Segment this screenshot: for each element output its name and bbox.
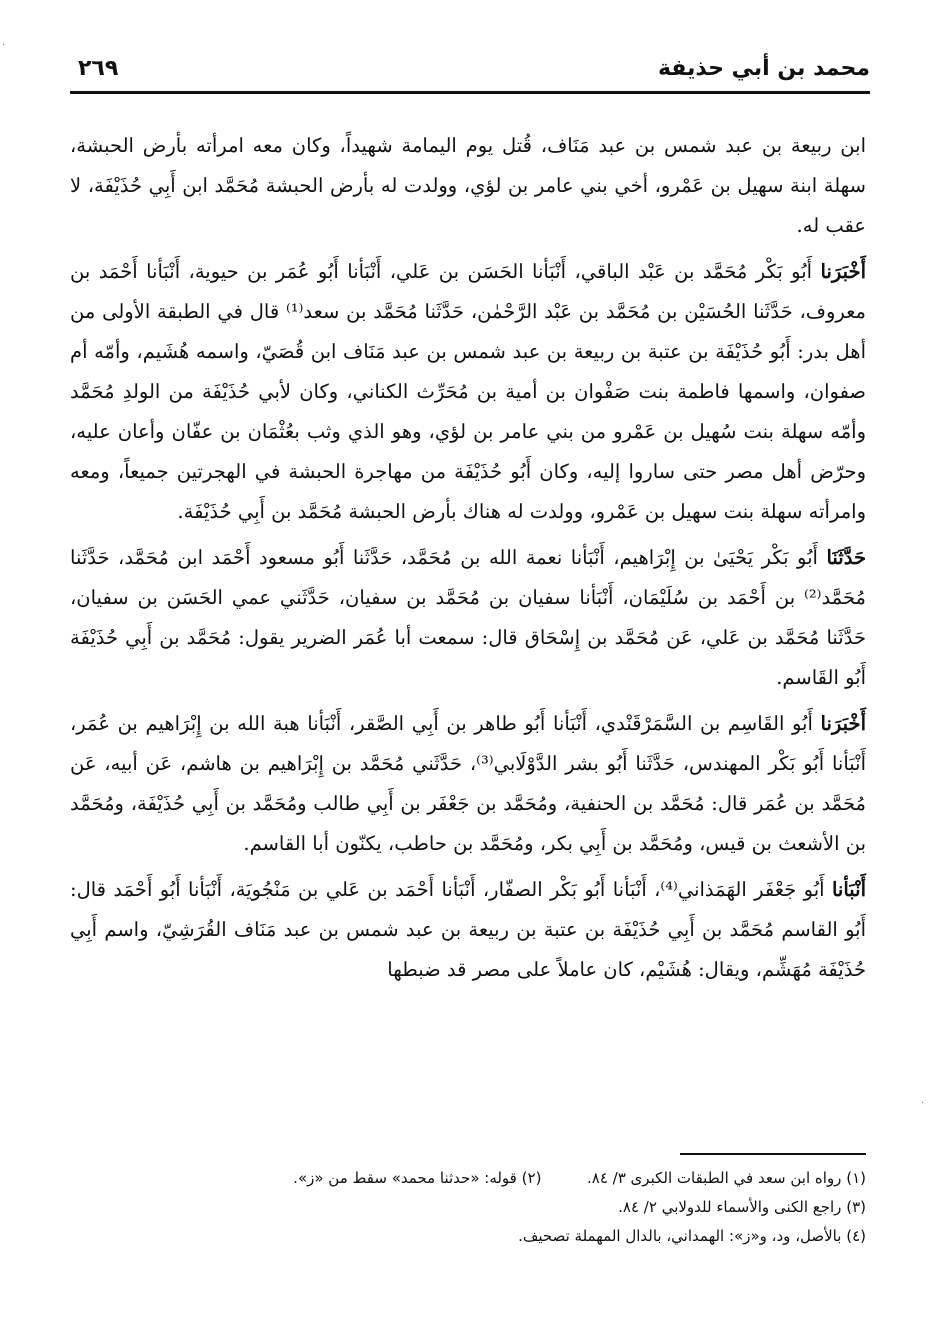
paragraph-lead: حَدَّثَنَا xyxy=(826,546,866,569)
page-number: ٢٦٩ xyxy=(78,56,119,81)
footnote-text: رواه ابن سعد في الطبقات الكبرى ٣/ ٨٤. xyxy=(586,1169,842,1187)
paragraph-text: أَبُو بَكْر يَحْيَىٰ بن إِبْرَاهيم، أَنْبَأنا نعمة الله بن مُحَمَّد، حَدَّثَنا أَبُو مسعود أَحْمَد ابن مُحَمَّد، حَدَّثَنا مُحَمَّد⁽²⁾ بن أَحْمَد بن سُلَيْمَان، أَنْبَأنا سفيان بن مُحَمَّد بن سفيان، حَدَّثَني عمي الحَسَن بن سفيان، حَدَّثَنا مُحَمَّد بن عَلي، عَن مُحَمَّد بن إِسْحَاق قال: سمعت أبا عُمَر الضرير يقول: مُحَمَّد بن أَبِي حُذَيْفَة أَبُو القَاسم. xyxy=(70,546,866,689)
footnote-number: (١) xyxy=(846,1169,866,1187)
footnote-text: بالأصل، ود، و«ز»: الهمداني، بالدال المهملة تصحيف. xyxy=(518,1227,842,1245)
running-title: محمد بن أبي حذيفة xyxy=(657,56,870,81)
paragraph-lead: أَخْبَرَنا xyxy=(820,712,866,735)
paragraph-text: أَبُو بَكْر مُحَمَّد بن عَبْد الباقي، أَنْبَأنا الحَسَن بن عَلي، أَنْبَأنا أَبُو عُمَر بن حيوية، أَنْبَأنا أَحْمَد بن معروف، حَدَّثَنا الحُسَيْن بن مُحَمَّد بن عَبْد الرَّحْمٰن، حَدَّثَنا مُحَمَّد بن سعد⁽¹⁾ قال في الطبقة الأولى من أهل بدر: أَبُو حُذَيْفَة بن عتبة بن ربيعة بن عبد شمس بن عبد مَنَاف ابن قُصَيّ، واسمه هُشَيم، وأمّه أم صفوان، واسمها فاطمة بنت صَفْوان بن أمية بن مُحَرِّث الكناني، وكان لأبي حُذَيْفَة من الولدِ مُحَمَّد وأمّه سهلة بنت سُهيل بن عَمْرو من بني عامر بن لؤي، وهو الذي وثب بعُثْمَان بن عفّان وأعان عليه، وحرّض أهل مصر حتى ساروا إليه، وكان أَبُو حُذَيْفَة من مهاجرة الحبشة في الهجرتين جميعاً، ومعه وامرأته سهلة بنت سهيل بن عَمْرو، وولدت له هناك بأرض الحبشة مُحَمَّد بن أَبِي حُذَيْفَة. xyxy=(70,260,866,523)
footnote-row xyxy=(120,1222,866,1251)
scan-mark: · xyxy=(2,40,6,51)
paragraph xyxy=(70,538,866,698)
paragraph-lead: أَنْبَأنا xyxy=(831,878,867,901)
paragraph xyxy=(70,704,866,864)
header-rule xyxy=(70,91,870,94)
paragraph xyxy=(70,252,866,532)
footnote-number: (٤) xyxy=(846,1227,866,1245)
page-header xyxy=(70,44,870,94)
paragraph-lead: أَخْبَرَنا xyxy=(820,260,866,283)
paragraph xyxy=(70,126,866,246)
footnote-number: (٣) xyxy=(846,1198,866,1216)
footnote-text: قوله: «حدثنا محمد» سقط من «ز». xyxy=(293,1169,517,1187)
scan-mark: · xyxy=(920,1098,924,1109)
footnotes xyxy=(120,1164,866,1251)
footnote-rule xyxy=(680,1153,866,1155)
paragraph-text: ابن ربيعة بن عبد شمس بن عبد مَنَاف، قُتل يوم اليمامة شهيداً، وكان معه امرأته بأرض الحبشة، سهلة ابنة سهيل بن عَمْرو، أخي بني عامر بن لؤي، وولدت له بأرض الحبشة مُحَمَّد ابن أَبِي حُذَيْفَة، لا عقب له. xyxy=(70,134,866,237)
footnote-text: راجع الكنى والأسماء للدولابي ٢/ ٨٤. xyxy=(618,1198,842,1216)
footnote-number: (٢) xyxy=(521,1169,542,1187)
paragraph-text: أَبُو جَعْفَر الهَمَذاني⁽⁴⁾، أَنْبَأنا أَبُو بَكْر الصفّار، أَنْبَأنا أَحْمَد بن عَلي بن مَنْجُويَة، أَنْبَأنا أَبُو أَحْمَد قال: أَبُو القاسم مُحَمَّد بن أَبِي حُذَيْفَة بن عتبة بن ربيعة بن عبد شمس بن عبد مَنَاف القُرَشِيّ، واسم أَبِي حُذَيْفَة مُهَشِّم، ويقال: هُشَيْم، كان عاملاً على مصر قد ضبطها xyxy=(70,878,866,981)
footnote-row xyxy=(120,1193,866,1222)
main-text xyxy=(70,126,866,990)
footnote-row xyxy=(120,1164,866,1193)
paragraph xyxy=(70,870,866,990)
paragraph-text: أَبُو القَاسِم بن السَّمَرْقَنْدي، أَنْبَأنا أَبُو طاهر بن أَبِي الصَّقر، أَنْبَأنا هبة الله بن إِبْرَاهيم بن عُمَر، أَنْبَأنا أَبُو بَكْر المهندس، حَدَّثَنا أَبُو بشر الدَّوْلَابي⁽³⁾، حَدَّثَني مُحَمَّد بن إِبْرَاهيم بن هاشم، عَن أبيه، عَن مُحَمَّد بن عُمَر قال: مُحَمَّد بن الحنفية، ومُحَمَّد بن جَعْفَر بن أَبِي طالب ومُحَمَّد بن أَبِي حُذَيْفَة، ومُحَمَّد بن الأشعث بن قيس، ومُحَمَّد بن أَبِي بكر، ومُحَمَّد بن حاطب، يكنّون أبا القاسم. xyxy=(70,712,866,855)
